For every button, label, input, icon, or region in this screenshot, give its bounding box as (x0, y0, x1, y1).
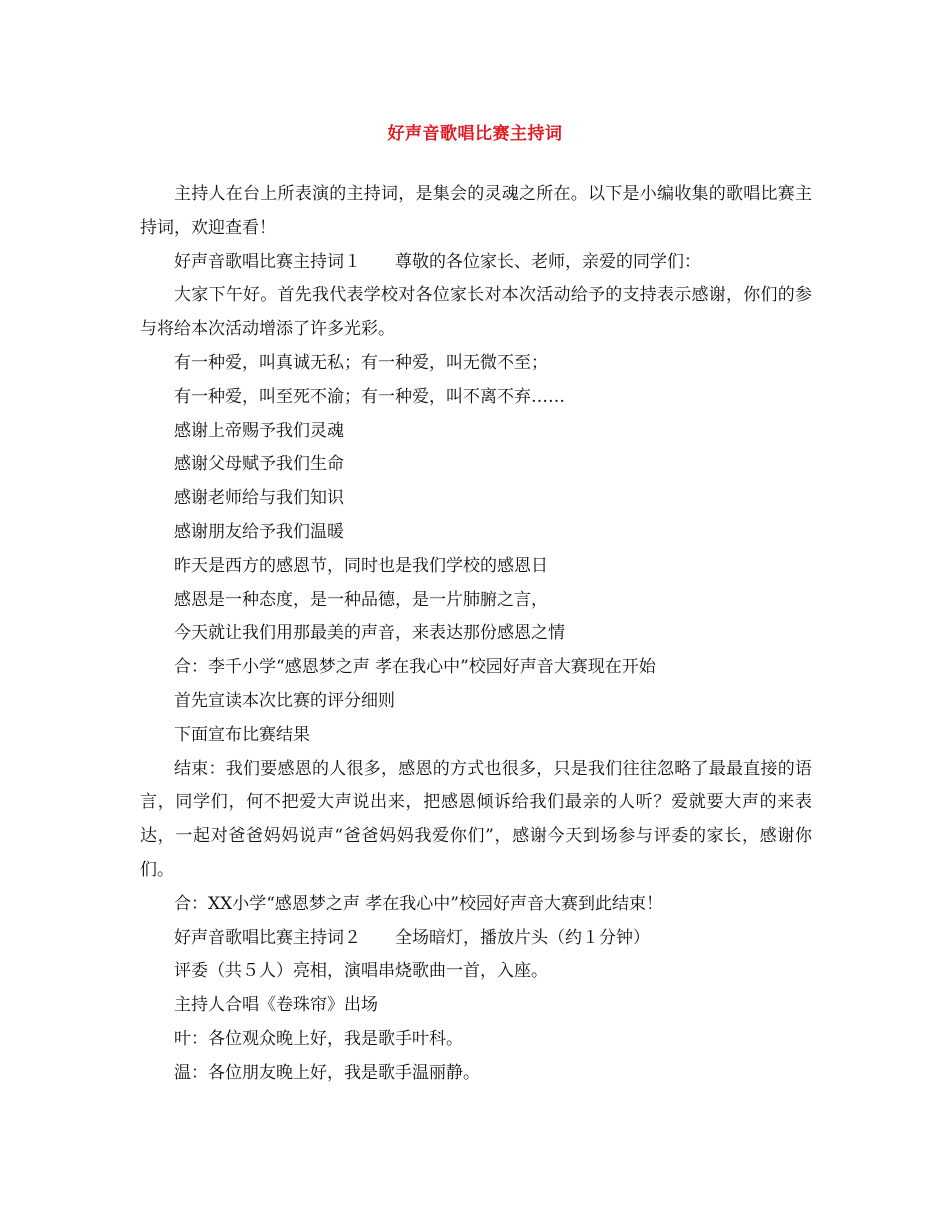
paragraph: 合：XX小学“感恩梦之声 孝在我心中”校园好声音大赛到此结束！ (174, 893, 663, 914)
paragraph: 感谢老师给与我们知识 (174, 488, 344, 509)
paragraph: 好声音歌唱比赛主持词２ 全场暗灯，播放片头（约１分钟） (174, 927, 650, 948)
paragraph: 温：各位朋友晚上好，我是歌手温丽静。 (174, 1062, 480, 1083)
paragraph: 今天就让我们用那最美的声音，来表达那份感恩之情 (174, 623, 565, 644)
paragraph: 感恩是一种态度，是一种品德，是一片肺腑之言， (174, 589, 548, 610)
paragraph: 合：李千小学“感恩梦之声 孝在我心中”校园好声音大赛现在开始 (174, 657, 656, 678)
paragraph: 昨天是西方的感恩节，同时也是我们学校的感恩日 (174, 555, 548, 576)
paragraph: 首先宣读本次比赛的评分细则 (174, 690, 395, 711)
paragraph: 好声音歌唱比赛主持词１ 尊敬的各位家长、老师，亲爱的同学们： (174, 251, 701, 272)
paragraph: 感谢上帝赐予我们灵魂 (174, 420, 344, 441)
paragraph: 有一种爱，叫真诚无私；有一种爱，叫无微不至； (174, 352, 548, 373)
paragraph: 结束：我们要感恩的人很多，感恩的方式也很多，只是我们往往忽略了最最直接的语言，同学们，何不把爱大声说出来，把感恩倾诉给我们最亲的人听？爱就要大声的来表达，一起对爸爸妈妈说声“爸爸妈妈我爱你们”，感谢今天到场参与评委的家长，感谢你们。 (140, 758, 812, 880)
paragraph: 主持人合唱《卷珠帘》出场 (174, 995, 378, 1016)
document-body (140, 178, 812, 1091)
paragraph: 评委（共５人）亮相，演唱串烧歌曲一首，入座。 (174, 961, 548, 982)
paragraph: 下面宣布比赛结果 (174, 724, 310, 745)
document-title: 好声音歌唱比赛主持词 (387, 124, 563, 144)
paragraph: 主持人在台上所表演的主持词，是集会的灵魂之所在。以下是小编收集的歌唱比赛主持词，欢迎查看！ (140, 184, 812, 238)
paragraph: 大家下午好。首先我代表学校对各位家长对本次活动给予的支持表示感谢，你们的参与将给本次活动增添了许多光彩。 (140, 285, 812, 340)
paragraph: 感谢父母赋予我们生命 (174, 454, 344, 475)
paragraph: 叶：各位观众晚上好，我是歌手叶科。 (174, 1028, 463, 1049)
paragraph: 感谢朋友给予我们温暖 (174, 521, 344, 542)
paragraph: 有一种爱，叫至死不渝；有一种爱，叫不离不弃…… (174, 386, 565, 407)
